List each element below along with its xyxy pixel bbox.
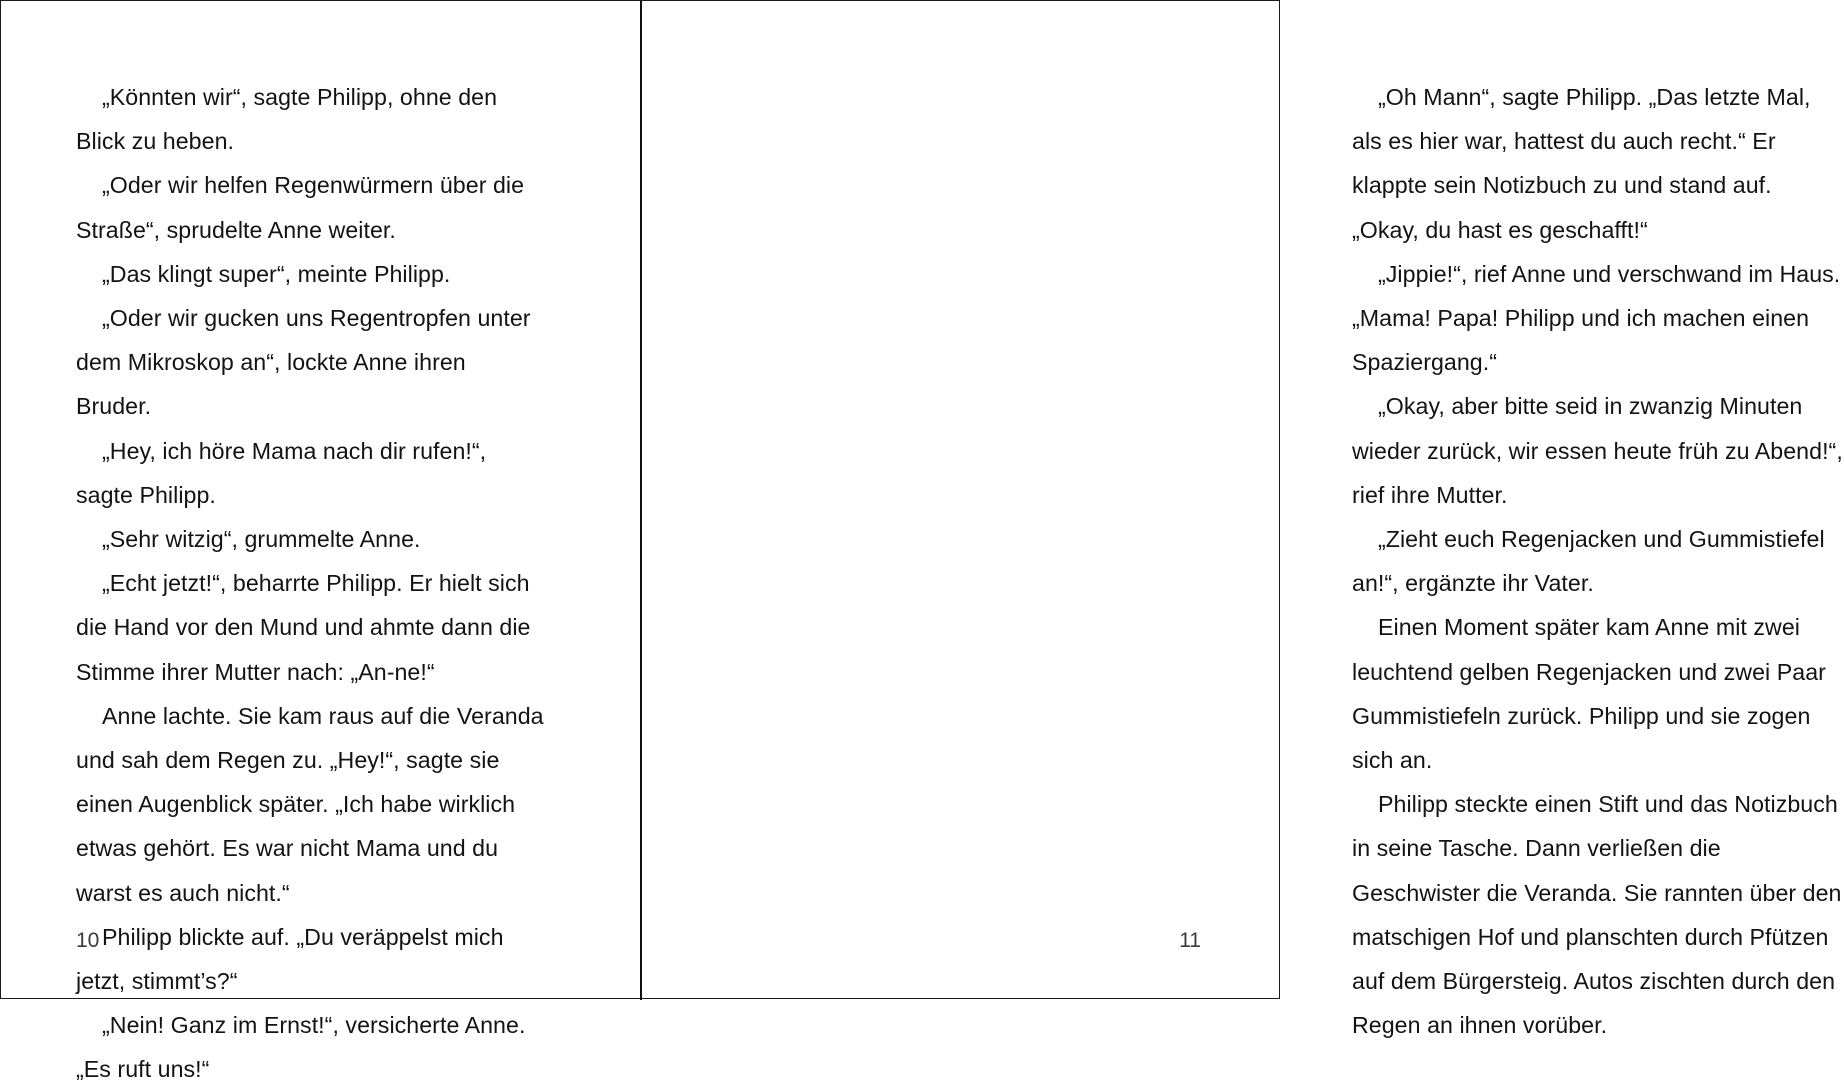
- paragraph: „Nein! Ganz im Ernst!“, versicherte Anne. „Es ruft uns!“: [76, 1012, 526, 1083]
- paragraph: „Oder wir helfen Regenwürmern über die Straße“, sprudelte Anne weiter.: [76, 172, 525, 243]
- paragraph: „Jippie!“, rief Anne und verschwand im Haus. „Mama! Papa! Philipp und ich machen einen Spaziergang.“: [1352, 260, 1841, 376]
- paragraph: Philipp blickte auf. „Du veräppelst mich jetzt, stimmt’s?“: [76, 923, 504, 995]
- paragraph: „Sehr witzig“, grummelte Anne.: [102, 526, 421, 553]
- paragraph: „Okay, aber bitte seid in zwanzig Minuten wieder zurück, wir essen heute früh zu Abend!“, rief ihre Mutter.: [1352, 393, 1843, 508]
- paragraph: „Oder wir gucken uns Regentropfen unter dem Mikroskop an“, lockte Anne ihren Bruder.: [76, 305, 531, 420]
- page-right-textblock: [1352, 75, 1844, 1047]
- paragraph: Philipp steckte einen Stift und das Notizbuch in seine Tasche. Dann verließen die Geschwister die Veranda. Sie rannten über den matschigen Hof und planschten durch Pfützen auf dem Bürgersteig. Autos zischten durch den Regen an ihnen vorüber.: [1352, 791, 1842, 1039]
- paragraph: „Echt jetzt!“, beharrte Philipp. Er hielt sich die Hand vor den Mund und ahmte dann die Stimme ihrer Mutter nach: „An-ne!“: [76, 570, 531, 685]
- paragraph: „Hey, ich höre Mama nach dir rufen!“, sagte Philipp.: [76, 437, 487, 508]
- paragraph: „Könnten wir“, sagte Philipp, ohne den Blick zu heben.: [76, 84, 498, 155]
- page-left-textblock: [76, 75, 546, 1092]
- page-left: [1, 1, 640, 1083]
- paragraph: „Oh Mann“, sagte Philipp. „Das letzte Mal, als es hier war, hattest du auch recht.“ Er klappte sein Notizbuch zu und stand auf. „Okay, du hast es geschafft!“: [1352, 84, 1811, 243]
- page-number-right: 11: [1179, 929, 1201, 952]
- paragraph: „Das klingt super“, meinte Philipp.: [102, 260, 451, 287]
- book-spine-divider: [640, 1, 642, 1000]
- page-number-left: 10: [76, 929, 100, 952]
- paragraph: Einen Moment später kam Anne mit zwei leuchtend gelben Regenjacken und zwei Paar Gummistiefeln zurück. Philipp und sie zogen sich an.: [1352, 614, 1826, 774]
- page-right: [640, 1, 1843, 1039]
- paragraph: „Zieht euch Regenjacken und Gummistiefel an!“, ergänzte ihr Vater.: [1352, 526, 1825, 597]
- paragraph: Anne lachte. Sie kam raus auf die Veranda und sah dem Regen zu. „Hey!“, sagte sie einen Augenblick später. „Ich habe wirklich etwas gehört. Es war nicht Mama und du warst es auch nicht.“: [76, 702, 544, 906]
